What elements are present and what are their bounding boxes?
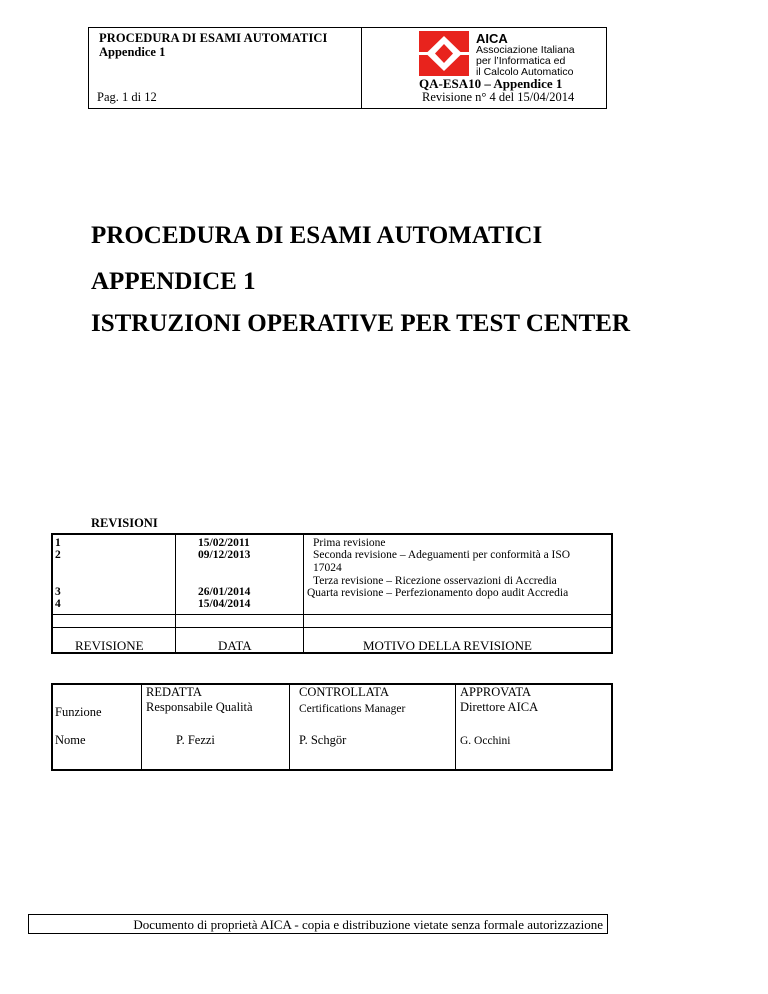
logo-line-1: Associazione Italiana <box>476 44 575 56</box>
table-divider <box>53 614 611 615</box>
revision-reason: Prima revisione <box>313 537 386 549</box>
table-divider <box>141 685 142 769</box>
aica-logo <box>419 31 599 76</box>
approvata-title: APPROVATA <box>460 685 532 699</box>
column-header-revision: REVISIONE <box>75 638 144 653</box>
table-divider <box>455 685 456 769</box>
revision-number: 4 <box>55 598 61 610</box>
logo-line-2: per l’Informatica ed <box>476 55 566 67</box>
approvata-role: Direttore AICA <box>460 700 539 714</box>
revision-info: Revisione n° 4 del 15/04/2014 <box>422 90 575 104</box>
logo-line-3: il Calcolo Automatico <box>476 66 574 78</box>
revision-number: 3 <box>55 586 61 598</box>
redatta-role: Responsabile Qualità <box>146 700 253 714</box>
column-header-date: DATA <box>218 638 252 653</box>
revision-number: 2 <box>55 549 61 561</box>
controllata-title: CONTROLLATA <box>299 685 389 699</box>
document-header <box>88 27 607 109</box>
controllata-role: Certifications Manager <box>299 703 406 715</box>
aica-logo-icon <box>419 31 469 76</box>
revision-date: 15/04/2014 <box>198 598 251 610</box>
footer-box <box>28 914 608 934</box>
main-title: PROCEDURA DI ESAMI AUTOMATICI <box>91 222 543 249</box>
footer-text: Documento di proprietà AICA - copia e distribuzione vietate senza formale autorizzazione <box>133 917 603 932</box>
revision-reason: Quarta revisione – Perfezionamento dopo audit Accredia <box>307 587 569 599</box>
header-title: PROCEDURA DI ESAMI AUTOMATICI <box>99 31 328 45</box>
approval-table <box>51 683 613 771</box>
revision-date: 15/02/2011 <box>198 537 250 549</box>
revision-date: 26/01/2014 <box>198 586 251 598</box>
redatta-name: P. Fezzi <box>176 733 215 747</box>
revision-reason: Seconda revisione – Adeguamenti per conformità a ISO <box>313 549 571 561</box>
revisions-heading: REVISIONI <box>91 516 158 530</box>
controllata-name: P. Schgör <box>299 733 347 747</box>
column-header-reason: MOTIVO DELLA REVISIONE <box>363 638 532 653</box>
row-label-function: Funzione <box>55 705 102 719</box>
instructions-title: ISTRUZIONI OPERATIVE PER TEST CENTER <box>91 310 631 337</box>
redatta-title: REDATTA <box>146 685 202 699</box>
revision-reason: Terza revisione – Ricezione osservazioni di Accredia <box>313 575 557 587</box>
logo-name: AICA <box>476 31 508 46</box>
table-divider <box>289 685 290 769</box>
appendix-title: APPENDICE 1 <box>91 268 256 295</box>
table-divider <box>53 627 611 628</box>
header-subtitle: Appendice 1 <box>99 45 166 59</box>
document-code: QA-ESA10 – Appendice 1 <box>419 76 563 91</box>
approvata-name: G. Occhini <box>460 735 511 747</box>
table-divider <box>303 535 304 652</box>
table-divider <box>175 535 176 652</box>
revision-reason-cont: 17024 <box>313 562 342 574</box>
row-label-name: Nome <box>55 733 86 747</box>
revision-number: 1 <box>55 537 61 549</box>
revision-date: 09/12/2013 <box>198 549 251 561</box>
revisions-table <box>51 533 613 654</box>
page-number: Pag. 1 di 12 <box>97 90 157 104</box>
header-divider <box>361 28 362 108</box>
